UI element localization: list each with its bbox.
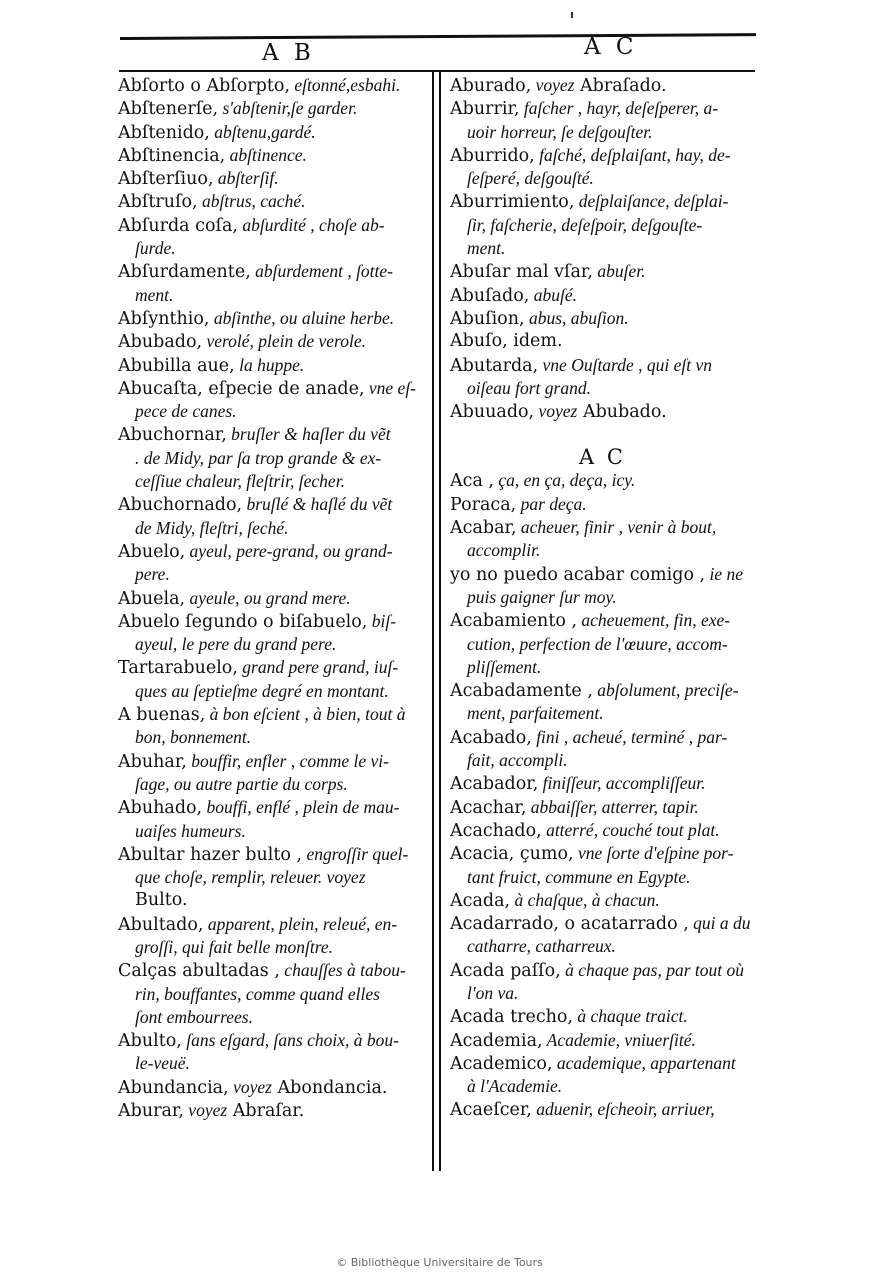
headword: Acada paſſo, (450, 960, 561, 981)
dictionary-entry (450, 190, 755, 213)
definition: oiſeau fort grand. (467, 377, 591, 398)
entry-continuation (450, 214, 755, 237)
dictionary-entry (118, 493, 430, 516)
definition: abſolument, preciſe- (592, 680, 739, 701)
dictionary-entry (118, 144, 430, 167)
entry-continuation (118, 1006, 430, 1029)
definition: bruſlé & haſlé du vẽt (242, 494, 393, 515)
definition: faſché, deſplaiſant, hay, de- (534, 144, 731, 165)
dictionary-entry (450, 493, 755, 516)
headword: Abuhado, (118, 798, 203, 819)
entry-continuation (118, 633, 430, 656)
definition: ceſſiue chaleur, fleſtrir, ſecher. (135, 471, 345, 492)
headword: Abuelo ſegundo o biſabuelo, (118, 611, 368, 632)
definition: qui a du (688, 913, 751, 934)
entry-continuation (450, 377, 755, 400)
dictionary-entry (450, 307, 755, 330)
dictionary-entry (118, 1099, 430, 1122)
headword: Aburrir, (450, 99, 520, 120)
definition: uaiſes humeurs. (135, 820, 246, 841)
running-head-right: A C (584, 34, 638, 60)
entry-continuation (450, 935, 755, 958)
entry-continuation (118, 284, 430, 307)
dictionary-entry (450, 469, 755, 492)
headword: A buenas, (118, 705, 206, 726)
headword: Calças abultadas , (118, 961, 280, 982)
headword: Aburrido, (450, 145, 535, 166)
headword: Aburar, (118, 1101, 184, 1122)
dictionary-entry (450, 354, 755, 377)
entry-continuation (118, 820, 430, 843)
entry-continuation (118, 237, 430, 260)
dictionary-entry (118, 703, 430, 726)
headword: Abſurdamente, (118, 262, 251, 283)
headword: Acachar, (450, 797, 527, 818)
definition: abus, abuſion. (524, 307, 629, 328)
dictionary-entry (118, 540, 430, 563)
dictionary-entry (450, 889, 755, 912)
definition: bon, bonnement. (135, 727, 252, 748)
definition: abuſer. (592, 261, 646, 282)
headword: Abuchornar, (118, 425, 227, 446)
dictionary-entry (450, 1098, 755, 1121)
definition: rin, bouffantes, comme quand elles (135, 983, 380, 1004)
definition: acheuement, fin, exe- (577, 610, 731, 631)
dictionary-entry (450, 912, 755, 935)
dictionary-entry (118, 913, 430, 936)
definition: ça, en ça, deça, icy. (494, 470, 636, 491)
dictionary-entry (450, 97, 755, 120)
headword: Acachado, (450, 820, 542, 841)
headword: Abuſado, (450, 285, 530, 306)
cross-reference: Abraſar. (227, 1101, 305, 1122)
definition: voyez (183, 1100, 228, 1121)
definition: ayeule, ou grand mere. (185, 587, 351, 608)
definition: s'abſtenir,ſe garder. (218, 98, 358, 119)
headword: Abundancia, (118, 1077, 229, 1098)
dictionary-entry (450, 400, 755, 423)
definition: voyez (228, 1076, 272, 1097)
entry-continuation (118, 517, 430, 540)
definition: abbaiſſer, atterrer, tapir. (526, 796, 699, 817)
headword: Abſtruſo, (118, 192, 198, 213)
definition: bouffir, enfler , comme le vi- (186, 750, 390, 771)
dictionary-entry (118, 307, 430, 330)
headword: Abulto, (118, 1031, 182, 1052)
headword: Acacia, çumo, (450, 844, 574, 865)
dictionary-entry (118, 1029, 430, 1052)
headword: Abuelo, (118, 541, 186, 562)
definition: le-veuë. (135, 1053, 190, 1074)
entry-continuation (118, 866, 430, 889)
headword: Acaeſcer, (450, 1100, 532, 1121)
definition: bruſler & haſler du vẽt (226, 424, 391, 445)
definition: finiſſeur, accompliſſeur. (538, 773, 706, 794)
headword: Abultado, (118, 914, 204, 935)
dictionary-entry (450, 959, 755, 982)
definition: aduenir, eſcheoir, arriuer, (531, 1099, 715, 1120)
entry-continuation (118, 1052, 430, 1075)
cross-reference: Abraſado. (574, 76, 667, 96)
definition: voyez (531, 75, 575, 95)
headword: yo no puedo acabar comigo , (450, 564, 706, 585)
definition: Academie, vniuerſité. (542, 1029, 696, 1050)
definition: catharre, catharreux. (467, 936, 616, 957)
dictionary-entry (450, 563, 755, 586)
headword: Acadarrado, o acatarrado , (450, 914, 689, 935)
definition: la huppe. (234, 354, 305, 375)
dictionary-entry (450, 819, 755, 842)
entry-continuation (118, 470, 430, 493)
definition: . de Midy, par ſa trop grande & ex- (135, 447, 382, 468)
definition: apparent, plein, releué, en- (203, 913, 398, 934)
headword: Academico, (450, 1053, 553, 1074)
definition: accomplir. (467, 540, 541, 561)
definition: ſont embourrees. (135, 1006, 253, 1027)
definition: que choſe, remplir, releuer. voyez (135, 867, 366, 888)
headword: Abſterſiuo, (118, 169, 214, 190)
dictionary-entry (118, 843, 430, 866)
headword: Bulto. (135, 890, 188, 911)
dictionary-entry (450, 842, 755, 865)
dictionary-entry (450, 1052, 755, 1075)
definition: abſinthe, ou aluine herbe. (209, 307, 395, 328)
entry-continuation (118, 773, 430, 796)
definition: abſtenu,gardé. (209, 121, 316, 142)
definition: ſage, ou autre partie du corps. (135, 773, 348, 794)
dictionary-entry (450, 74, 755, 97)
definition: ment, parfaitement. (467, 703, 604, 724)
entry-continuation (450, 539, 755, 562)
entry-continuation (118, 936, 430, 959)
dictionary-entry (118, 587, 430, 610)
entry-continuation (450, 1075, 755, 1098)
dictionary-entry (118, 610, 430, 633)
headword: Aca , (450, 471, 494, 492)
dictionary-entry (118, 167, 430, 190)
definition: ayeul, le pere du grand pere. (135, 634, 337, 655)
entry-continuation (450, 237, 755, 260)
dictionary-entry (118, 260, 430, 283)
entry-continuation (450, 121, 755, 144)
definition: fini , acheué, terminé , par- (531, 726, 728, 747)
definition: abuſé. (529, 284, 577, 305)
definition: puis gaigner ſur moy. (467, 586, 617, 607)
definition: deſplaiſance, deſplai- (574, 191, 729, 212)
column-divider (432, 71, 434, 1171)
definition: abſtinence. (225, 144, 307, 165)
entry-continuation (118, 726, 430, 749)
definition: pliſſement. (467, 656, 542, 677)
page-mark (571, 12, 573, 18)
dictionary-entry (118, 959, 430, 982)
headword: Acabar, (450, 518, 517, 539)
dictionary-entry (450, 726, 755, 749)
definition: groſſi, qui fait belle monſtre. (135, 936, 333, 957)
headword: Poraca, (450, 494, 517, 515)
definition: ſir, faſcherie, deſeſpoir, deſgouſte- (467, 214, 703, 235)
headword: Academia, (450, 1030, 543, 1051)
definition: grand pere grand, iuſ- (237, 657, 399, 678)
dictionary-entry (118, 354, 430, 377)
entry-continuation (118, 447, 430, 470)
headword: Abutarda, (450, 355, 539, 376)
definition: chauſſes à tabou- (279, 960, 406, 981)
definition: vne ſorte d'eſpine por- (573, 843, 734, 864)
dictionary-entry (450, 1005, 755, 1028)
entry-continuation (450, 656, 755, 679)
definition: vne eſ- (364, 377, 417, 398)
definition: de Midy, fleſtri, ſeché. (135, 517, 289, 538)
definition: ques au ſeptieſme degré en montant. (135, 680, 389, 701)
dictionary-entry (118, 214, 430, 237)
definition: eſtonné,esbahi. (290, 75, 401, 95)
dictionary-entry (118, 796, 430, 819)
entry-continuation (118, 563, 430, 586)
dictionary-entry (118, 97, 430, 120)
entry-continuation (450, 586, 755, 609)
cross-reference: Abondancia. (271, 1077, 388, 1098)
definition: à chaſque, à chacun. (510, 889, 660, 910)
definition: tant fruict, commune en Egypte. (467, 866, 691, 887)
headword: Abuſar mal vſar, (450, 262, 593, 283)
definition: abſtrus, caché. (197, 191, 306, 212)
definition: ſans eſgard, ſans choix, à bou- (181, 1030, 399, 1051)
headword: Aburrimiento, (450, 192, 575, 213)
dictionary-entry (450, 516, 755, 539)
definition: fait, accompli. (467, 750, 568, 771)
definition: ſurde. (135, 238, 176, 259)
cross-reference: Abubado. (577, 402, 667, 423)
definition: acheuer, finir , venir à bout, (516, 517, 717, 538)
definition: à bon eſcient , à bien, tout à (205, 704, 406, 725)
dictionary-entry (450, 796, 755, 819)
dictionary-entry (450, 284, 755, 307)
entry-continuation (450, 167, 755, 190)
definition: abſterſif. (213, 168, 279, 189)
headword: Abuuado, (450, 402, 535, 423)
section-heading: A C (579, 445, 626, 470)
dictionary-entry (118, 377, 430, 400)
entry-continuation (450, 866, 755, 889)
entry-continuation (118, 680, 430, 703)
definition: pece de canes. (135, 401, 237, 422)
headword: Acabadamente , (450, 681, 593, 702)
dictionary-entry (118, 74, 430, 97)
definition: à chaque pas, par tout où (560, 959, 745, 980)
headword: Abſurda coſa, (118, 215, 238, 236)
dictionary-entry (450, 609, 755, 632)
entry-continuation (450, 702, 755, 725)
dictionary-entry (450, 679, 755, 702)
left-column (118, 74, 430, 1122)
definition: abſurdité , choſe ab- (237, 214, 385, 235)
dictionary-entry (118, 656, 430, 679)
dictionary-entry (118, 750, 430, 773)
definition: ment. (467, 238, 506, 259)
headword: Abuhar, (118, 751, 187, 772)
column-divider (439, 71, 441, 1171)
headword: Abucaſta, eſpecie de anade, (118, 378, 365, 399)
entry-continuation (450, 982, 755, 1005)
entry-continuation (118, 983, 430, 1006)
definition: par deça. (516, 493, 587, 514)
definition: atterré, couché tout plat. (541, 819, 720, 840)
dictionary-entry (450, 330, 755, 353)
definition: ment. (135, 284, 174, 305)
headword: Abuela, (118, 588, 186, 609)
dictionary-entry (450, 144, 755, 167)
right-column (450, 74, 755, 1122)
definition: engroſſir quel- (302, 843, 409, 864)
definition: ſeſperé, deſgouſté. (467, 168, 594, 189)
headword: Abſtenido, (118, 122, 210, 143)
definition: bouffi, enflé , plein de mau- (202, 797, 400, 818)
dictionary-entry (450, 772, 755, 795)
headword: Abſtinencia, (118, 145, 226, 166)
headword: Abubilla aue, (118, 355, 235, 376)
definition: biſ- (367, 610, 397, 631)
definition: abſurdement , ſotte- (250, 261, 394, 282)
headword: Abubado, (118, 332, 203, 353)
library-credit: © Bibliothèque Universitaire de Tours (336, 1256, 543, 1269)
dictionary-entry (118, 423, 430, 446)
definition: l'on va. (467, 982, 519, 1003)
headword: Abuchornado, (118, 495, 243, 516)
definition: à chaque traict. (573, 1006, 688, 1027)
definition: uoir horreur, ſe deſgouſter. (467, 121, 653, 142)
dictionary-entry (118, 121, 430, 144)
right-column-entries-bottom (450, 469, 755, 1121)
entry-continuation (118, 400, 430, 423)
right-column-entries-top (450, 74, 755, 423)
headword: Abſorto o Abſorpto, (118, 76, 291, 96)
headword: Tartarabuelo, (118, 658, 238, 679)
headword: Acabado, (450, 727, 532, 748)
headword: Abuſo, idem. (450, 331, 563, 352)
definition: voyez (534, 401, 578, 422)
top-rule (120, 33, 756, 40)
definition: à l'Academie. (467, 1076, 563, 1097)
dictionary-entry (118, 1076, 430, 1099)
definition: cution, perfection de l'œuure, accom- (467, 633, 728, 654)
headword: Acabamiento , (450, 611, 578, 632)
headword: Abſtenerſe, (118, 99, 219, 120)
dictionary-entry (450, 1029, 755, 1052)
column-header-rule (119, 70, 755, 72)
headword: Aburado, (450, 76, 532, 96)
running-head-left: A B (262, 40, 315, 66)
definition: pere. (135, 564, 170, 585)
dictionary-entry (118, 889, 430, 912)
definition: academique, appartenant (552, 1052, 736, 1073)
headword: Abuſion, (450, 308, 525, 329)
headword: Abſynthio, (118, 308, 210, 329)
headword: Acada, (450, 890, 511, 911)
definition: ie ne (705, 563, 744, 584)
definition: verolé, plein de verole. (202, 331, 366, 352)
headword: Acabador, (450, 774, 539, 795)
definition: ayeul, pere-grand, ou grand- (185, 540, 393, 561)
entry-continuation (450, 633, 755, 656)
headword: Abultar hazer bulto , (118, 844, 303, 865)
headword: Acada trecho, (450, 1007, 573, 1028)
entry-continuation (450, 749, 755, 772)
definition: vne Ouſtarde , qui eſt vn (538, 354, 712, 375)
definition: faſcher , hayr, deſeſperer, a- (519, 98, 719, 119)
dictionary-entry (118, 190, 430, 213)
dictionary-entry (118, 330, 430, 353)
dictionary-entry (450, 260, 755, 283)
